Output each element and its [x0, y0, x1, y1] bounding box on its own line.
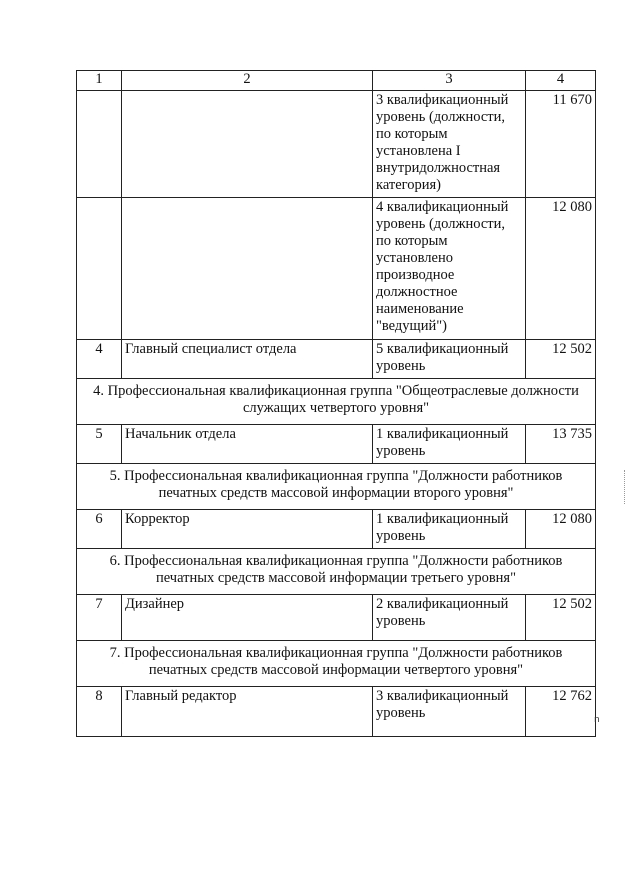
row-position — [122, 91, 373, 198]
group-heading-row — [77, 464, 596, 510]
row-level: 5 квалификационный уровень — [373, 340, 526, 379]
table-row — [77, 198, 596, 340]
row-position: Дизайнер — [122, 595, 373, 641]
row-level: 3 квалификационный уровень (должности, по которым установлена I внутридолжностная категория) — [373, 91, 526, 198]
scan-edge-mark — [624, 470, 627, 504]
row-number: 6 — [77, 510, 122, 549]
header-cell-4: 4 — [526, 71, 596, 91]
header-cell-3: 3 — [373, 71, 526, 91]
group-title: 4. Профессиональная квалификационная группа "Общеотраслевые должности служащих четвертого уровня" — [77, 379, 596, 425]
row-salary: 12 502 — [526, 340, 596, 379]
header-cell-1: 1 — [77, 71, 122, 91]
row-salary: 12 080 — [526, 510, 596, 549]
row-salary: 13 735 — [526, 425, 596, 464]
table-row — [77, 595, 596, 641]
table-row — [77, 687, 596, 737]
row-salary: 11 670 — [526, 91, 596, 198]
row-number: 8 — [77, 687, 122, 737]
group-heading-row — [77, 549, 596, 595]
table-row — [77, 510, 596, 549]
row-salary: 12 762 — [526, 687, 596, 737]
row-level: 1 квалификационный уровень — [373, 510, 526, 549]
table-row — [77, 91, 596, 198]
row-number: 5 — [77, 425, 122, 464]
row-position: Главный специалист отдела — [122, 340, 373, 379]
row-number — [77, 198, 122, 340]
salary-table — [76, 70, 596, 737]
row-salary: 12 080 — [526, 198, 596, 340]
row-level: 4 квалификационный уровень (должности, по которым установлено производное должностное наименование "ведущий") — [373, 198, 526, 340]
row-position — [122, 198, 373, 340]
group-title: 6. Профессиональная квалификационная группа "Должности работников печатных средств массовой информации третьего уровня" — [77, 549, 596, 595]
group-heading-row — [77, 641, 596, 687]
table-row — [77, 340, 596, 379]
row-level: 1 квалификационный уровень — [373, 425, 526, 464]
margin-mark: n — [594, 715, 600, 725]
group-title: 5. Профессиональная квалификационная группа "Должности работников печатных средств массовой информации второго уровня" — [77, 464, 596, 510]
row-position: Главный редактор — [122, 687, 373, 737]
row-level: 2 квалификационный уровень — [373, 595, 526, 641]
row-position: Начальник отдела — [122, 425, 373, 464]
row-number: 7 — [77, 595, 122, 641]
table-row — [77, 425, 596, 464]
row-position: Корректор — [122, 510, 373, 549]
row-level: 3 квалификационный уровень — [373, 687, 526, 737]
group-title: 7. Профессиональная квалификационная группа "Должности работников печатных средств массовой информации четвертого уровня" — [77, 641, 596, 687]
table-header-row — [77, 71, 596, 91]
row-number: 4 — [77, 340, 122, 379]
header-cell-2: 2 — [122, 71, 373, 91]
group-heading-row — [77, 379, 596, 425]
row-salary: 12 502 — [526, 595, 596, 641]
row-number — [77, 91, 122, 198]
